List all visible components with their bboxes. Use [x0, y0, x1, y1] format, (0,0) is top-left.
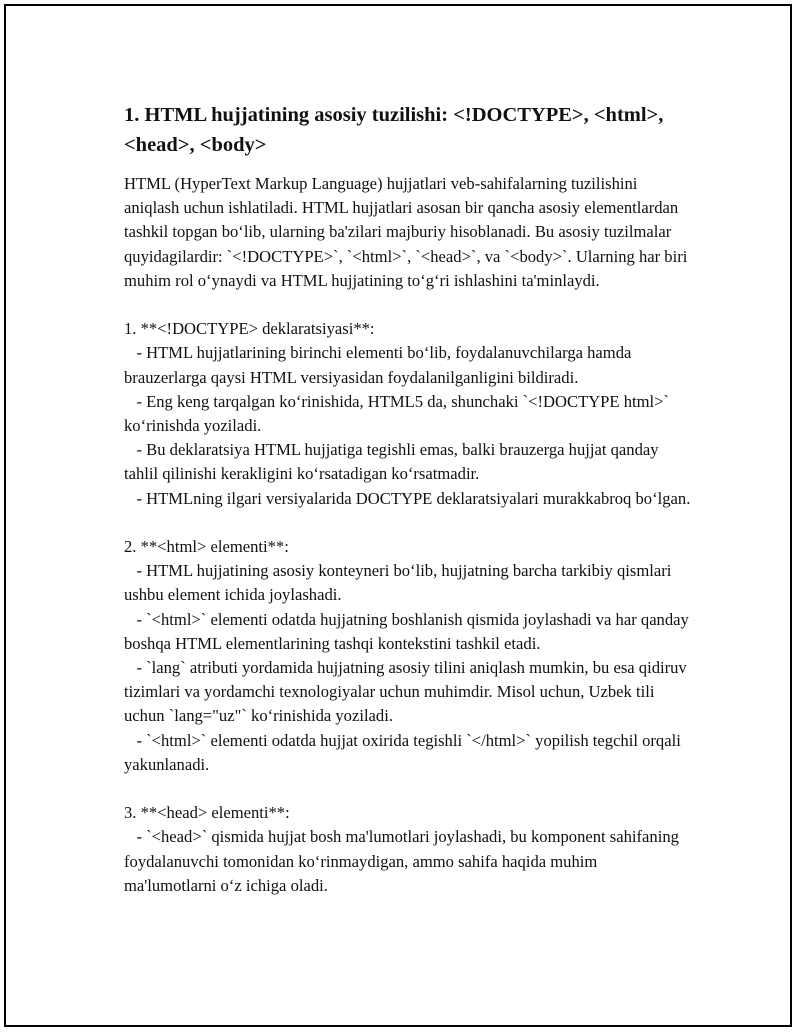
document-body [124, 100, 692, 898]
paragraph-gap [124, 777, 692, 801]
list-item: - HTMLning ilgari versiyalarida DOCTYPE deklaratsiyalari murakkabroq bo‘lgan. [124, 488, 691, 508]
intro-paragraph: HTML (HyperText Markup Language) hujjatlari veb-sahifalarning tuzilishini aniqlash uchun ishlatiladi. HTML hujjatlari asosan bir qancha asosiy elementlardan tashkil topgan bo‘lib, ularning ba'zilari majburiy hisoblanadi. Bu asosiy tuzilmalar quyidagilardir: `<!DOCTYPE>`, `<html>`, `<head>`, va `<body>`. Ularning har biri muhim rol o‘ynaydi va HTML hujjatining to‘g‘ri ishlashini ta'minlaydi. [124, 174, 692, 290]
section-heading-doctype: 1. **<!DOCTYPE> deklaratsiyasi**: [124, 319, 375, 339]
page-frame [4, 4, 792, 1027]
list-item: - Bu deklaratsiya HTML hujjatiga tegishli emas, balki brauzerga hujjat qanday tahlil qilinishi kerakligini ko‘rsatadigan ko‘rsatmadir. [124, 440, 663, 484]
section-heading-html: 2. **<html> elementi**: [124, 537, 289, 557]
list-item: - Eng keng tarqalgan ko‘rinishida, HTML5 da, shunchaki `<!DOCTYPE html>` ko‘rinishda yoziladi. [124, 391, 674, 436]
paragraph-gap [124, 511, 692, 535]
section-heading-head: 3. **<head> elementi**: [124, 803, 290, 823]
list-item: - `<html>` elementi odatda hujjatning boshlanish qismida joylashadi va har qanday boshqa HTML elementlarining tashqi kontekstini tashkil etadi. [124, 609, 693, 653]
list-item: - `<html>` elementi odatda hujjat oxirida tegishli `</html>` yopilish tegchil orqali yakunlanadi. [124, 730, 685, 774]
list-item: - HTML hujjatining asosiy konteyneri bo‘lib, hujjatning barcha tarkibiy qismlari ushbu element ichida joylashadi. [124, 561, 676, 605]
list-item: - `lang` atributi yordamida hujjatning asosiy tilini aniqlash mumkin, bu esa qidiruv tizimlari va yordamchi texnologiyalar uchun muhimdir. Misol uchun, Uzbek tili uchun `lang="uz"` ko‘rinishida yoziladi. [124, 658, 691, 726]
list-item: - HTML hujjatlarining birinchi elementi bo‘lib, foydalanuvchilarga hamda brauzerlarga qaysi HTML versiyasidan foydalanilganligini bildiradi. [124, 343, 636, 387]
document-title: 1. HTML hujjatining asosiy tuzilishi: <!DOCTYPE>, <html>, <head>, <body> [124, 104, 664, 156]
list-item: - `<head>` qismida hujjat bosh ma'lumotlari joylashadi, bu komponent sahifaning foydalanuvchi tomonidan ko‘rinmaydigan, ammo sahifa haqida muhim ma'lumotlarni o‘z ichiga oladi. [124, 827, 684, 895]
paragraph-gap [124, 293, 692, 317]
